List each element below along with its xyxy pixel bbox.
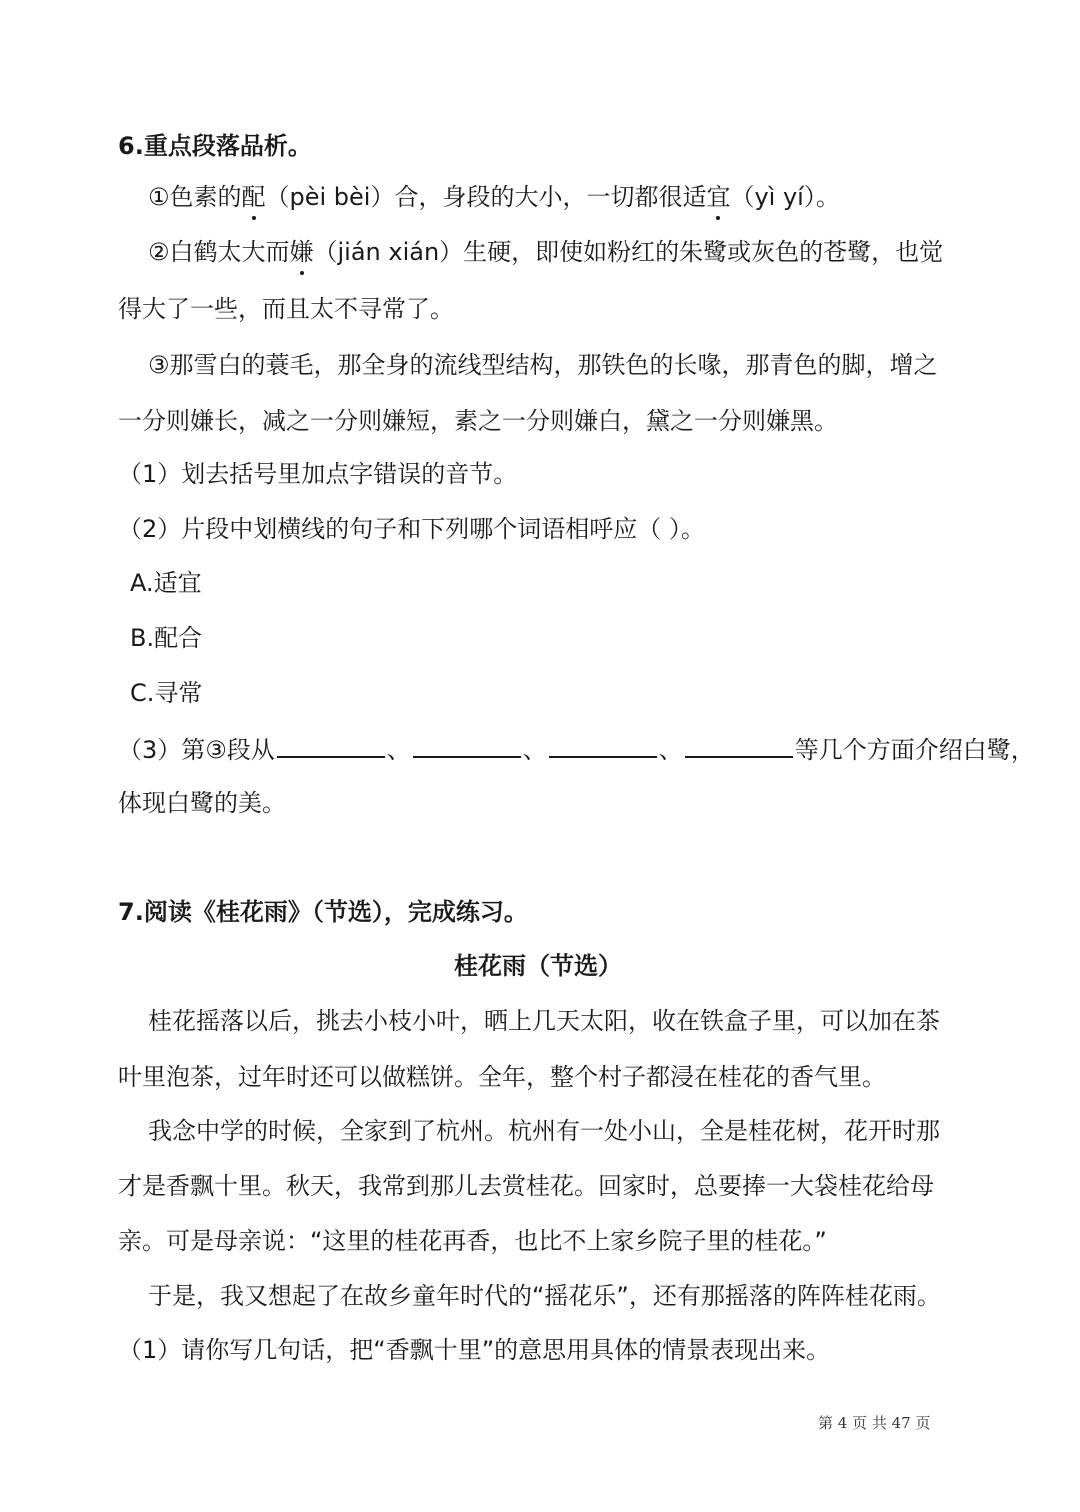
- dotted-char: 配: [241, 183, 266, 211]
- q6-paragraph-1: ①色素的配（pèi bèi）合，身段的大小，一切都很适宜（yì yí）。: [148, 183, 840, 211]
- q6-paragraph-2-line-2: 得大了一些，而且太不寻常了。: [118, 295, 454, 323]
- dotted-char: 宜: [706, 183, 731, 211]
- option-b: B.配合: [130, 624, 203, 652]
- page-number-footer: 第 4 页 共 47 页: [818, 1414, 931, 1432]
- q6-subquestion-3-line-2: 体现白鹭的美。: [118, 789, 286, 817]
- passage-paragraph-2-line-2: 才是香飘十里。秋天，我常到那儿去赏桂花。回家时，总要捧一大袋桂花给母: [118, 1172, 934, 1200]
- answer-blank[interactable]: [685, 732, 793, 758]
- answer-blank[interactable]: [413, 732, 521, 758]
- q7-subquestion-1: （1）请你写几句话，把“香飘十里”的意思用具体的情景表现出来。: [118, 1336, 831, 1364]
- q6-paragraph-3-line-1: ③那雪白的蓑毛，那全身的流线型结构，那铁色的长喙，那青色的脚，增之: [148, 351, 938, 379]
- q6-subquestion-3: （3）第③段从 、 、 、 等几个方面介绍白鹭，: [118, 732, 1035, 766]
- answer-blank[interactable]: [549, 732, 657, 758]
- question-6-title: 6.重点段落品析。: [118, 132, 312, 160]
- q6-subquestion-1: （1）划去括号里加点字错误的音节。: [118, 460, 518, 488]
- passage-title: 桂花雨（节选）: [454, 952, 622, 980]
- dotted-char: 嫌: [289, 238, 314, 266]
- option-c: C.寻常: [130, 679, 203, 707]
- passage-paragraph-3: 于是，我又想起了在故乡童年时代的“摇花乐”，还有那摇落的阵阵桂花雨。: [148, 1282, 941, 1310]
- q6-paragraph-3-line-2: 一分则嫌长，减之一分则嫌短，素之一分则嫌白，黛之一分则嫌黑。: [118, 407, 838, 435]
- passage-paragraph-1-line-2: 叶里泡茶，过年时还可以做糕饼。全年，整个村子都浸在桂花的香气里。: [118, 1063, 886, 1091]
- q6-subquestion-2: （2）片段中划横线的句子和下列哪个词语相呼应（ ）。: [118, 515, 705, 543]
- answer-blank[interactable]: [277, 732, 385, 758]
- passage-paragraph-2-line-1: 我念中学的时候，全家到了杭州。杭州有一处小山，全是桂花树，花开时那: [148, 1117, 940, 1145]
- q6-paragraph-2-line-1: ②白鹤太大而嫌（jián xián）生硬，即使如粉红的朱鹭或灰色的苍鹭，也觉: [148, 238, 944, 266]
- option-a: A.适宜: [130, 569, 202, 597]
- passage-paragraph-1-line-1: 桂花摇落以后，挑去小枝小叶，晒上几天太阳，收在铁盒子里，可以加在茶: [148, 1007, 940, 1035]
- passage-paragraph-2-line-3: 亲。可是母亲说：“这里的桂花再香，也比不上家乡院子里的桂花。”: [118, 1227, 827, 1255]
- question-7-title: 7.阅读《桂花雨》（节选），完成练习。: [118, 898, 528, 926]
